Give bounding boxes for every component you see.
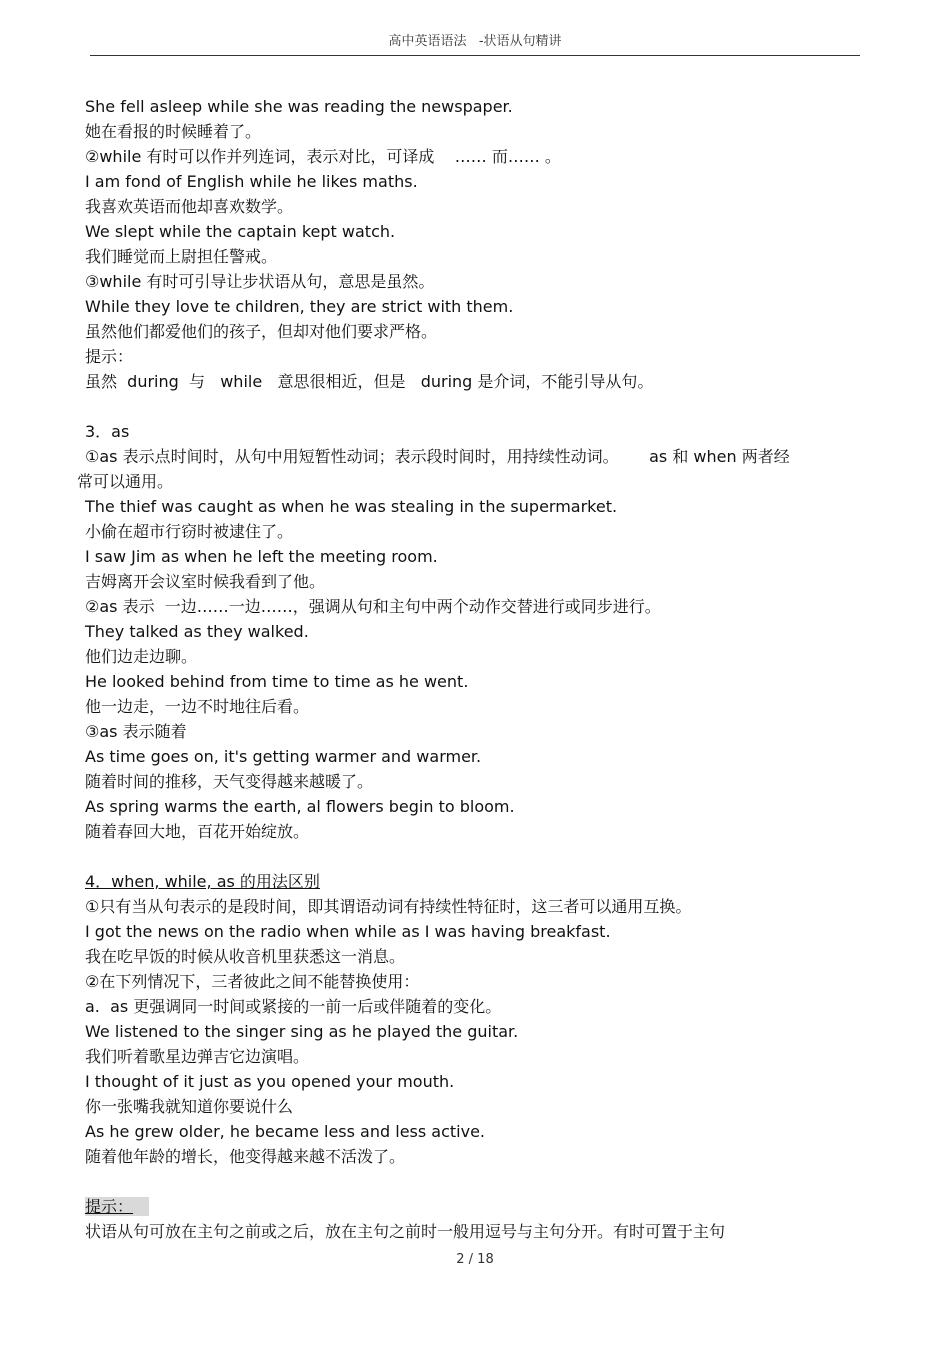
text-line: 常可以通用。: [77, 472, 174, 491]
text-line: She fell asleep while she was reading the newspaper.: [85, 97, 513, 116]
tip-label-wrap: [0, 1194, 950, 1219]
tip-label: 提示：: [85, 1197, 149, 1216]
blank-line: [0, 394, 950, 419]
tip-label: 提示：: [85, 347, 134, 366]
text-line: 她在看报的时候睡着了。: [85, 122, 262, 141]
text-line: I am fond of English while he likes maths.: [85, 172, 418, 191]
text-line: ②as 表示 一边……一边……，强调从句和主句中两个动作交替进行或同步进行。: [85, 597, 661, 616]
text-line: a. as 更强调同一时间或紧接的一前一后或伴随着的变化。: [85, 997, 502, 1016]
text-line: We slept while the captain kept watch.: [85, 222, 396, 241]
text-line: ①as 表示点时间时，从句中用短暂性动词；表示段时间时，用持续性动词。 as 和 when 两者经: [85, 447, 790, 466]
section-heading: 4．when, while, as 的用法区别: [85, 872, 320, 891]
text-line: As time goes on, it's getting warmer and warmer.: [85, 747, 482, 766]
text-line: 小偷在超市行窃时被逮住了。: [85, 522, 294, 541]
text-line: 我在吃早饭的时候从收音机里获悉这一消息。: [85, 947, 406, 966]
blank-line: [0, 1169, 950, 1194]
text-line: We listened to the singer sing as he played the guitar.: [85, 1022, 519, 1041]
text-line: The thief was caught as when he was stealing in the supermarket.: [85, 497, 618, 516]
text-line: I thought of it just as you opened your mouth.: [85, 1072, 455, 1091]
section-heading-wrap: [0, 869, 950, 894]
text-line: 随着他年龄的增长，他变得越来越不活泼了。: [85, 1147, 406, 1166]
text-line: As spring warms the earth, al flowers begin to bloom.: [85, 797, 515, 816]
text-line: 他们边走边聊。: [85, 647, 198, 666]
text-line: 虽然他们都爱他们的孩子，但却对他们要求严格。: [85, 322, 438, 341]
text-line: 随着时间的推移，天气变得越来越暖了。: [85, 772, 374, 791]
text-line: 随着春回大地，百花开始绽放。: [85, 822, 310, 841]
page-number: 2 / 18: [456, 1252, 494, 1267]
blank-line: [0, 844, 950, 869]
text-line: They talked as they walked.: [85, 622, 309, 641]
text-line: He looked behind from time to time as he went.: [85, 672, 469, 691]
text-line: 我喜欢英语而他却喜欢数学。: [85, 197, 294, 216]
text-line: ①只有当从句表示的是段时间，即其谓语动词有持续性特征时，这三者可以通用互换。: [85, 897, 692, 916]
text-line: 状语从句可放在主句之前或之后，放在主句之前时一般用逗号与主句分开。有时可置于主句: [85, 1222, 726, 1241]
text-line: 你一张嘴我就知道你要说什么: [85, 1097, 294, 1116]
text-line: ②while 有时可以作并列连词，表示对比，可译成 …… 而…… 。: [85, 147, 561, 166]
text-line: ②在下列情况下，三者彼此之间不能替换使用：: [85, 972, 420, 991]
text-line: As he grew older, he became less and less active.: [85, 1122, 486, 1141]
text-line: While they love te children, they are strict with them.: [85, 297, 514, 316]
text-line: 虽然 during 与 while 意思很相近，但是 during 是介词，不能引导从句。: [85, 372, 654, 391]
text-line: 他一边走，一边不时地往后看。: [85, 697, 310, 716]
text-line: I saw Jim as when he left the meeting room.: [85, 547, 438, 566]
page-header: 高中英语语法 -状语从句精讲: [90, 30, 860, 56]
text-line: 吉姆离开会议室时候我看到了他。: [85, 572, 326, 591]
text-line: 我们听着歌星边弹吉它边演唱。: [85, 1047, 310, 1066]
text-line: I got the news on the radio when while as I was having breakfast.: [85, 922, 611, 941]
text-line: ③as 表示随着: [85, 722, 187, 741]
section-heading: 3．as: [85, 422, 130, 441]
document-body: [0, 94, 950, 1244]
text-line: 我们睡觉而上尉担任警戒。: [85, 247, 278, 266]
text-line: ③while 有时可引导让步状语从句，意思是虽然。: [85, 272, 435, 291]
